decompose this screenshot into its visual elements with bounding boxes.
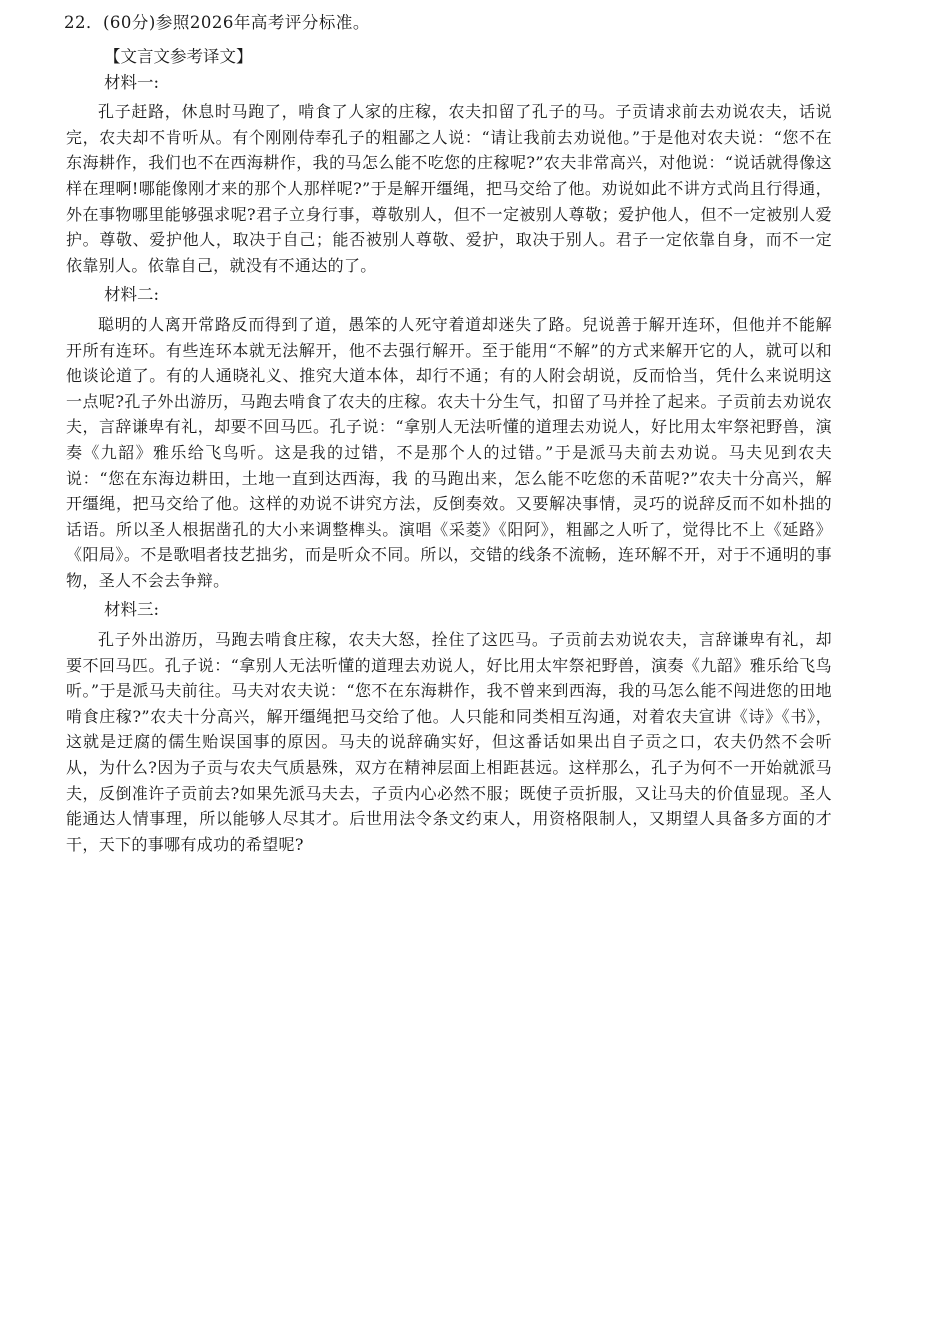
material-2-label: 材料二: — [104, 285, 160, 305]
material-1-label: 材料一: — [104, 72, 160, 92]
material-3-label: 材料三: — [104, 600, 160, 620]
material-3-text: 孔子外出游历，马跑去啃食庄稼，农夫大怒，拴住了这匹马。子贡前去劝说农夫，言辞谦卑有礼，却要不回马匹。孔子说：“拿别人无法听懂的道理去劝说人，好比用太牢祭祀野兽，演奏《九韶》雅乐给飞鸟听。”于是派马夫前往。马夫对农夫说：“您不在东海耕作，我不曾来到西海，我的马怎么能不闯进您的田地啃食庄稼?”农夫十分高兴，解开缰绳把马交给了他。人只能和同类相互沟通，对着农夫宣讲《诗》《书》，这就是迂腐的儒生贻误国事的原因。马夫的说辞确实好，但这番话如果出自子贡之口，农夫仍然不会听从，为什么?因为子贡与农夫气质悬殊，双方在精神层面上相距甚远。这样那么，孔子为何不一开始就派马夫，反倒准许子贡前去?如果先派马夫去，子贡内心必然不服；既使子贡折服，又让马夫的价值显现。圣人能通达人情事理，所以能够人尽其才。后世用法令条文约束人，用资格限制人，又期望人具备多方面的才干，天下的事哪有成功的希望呢? — [66, 630, 832, 854]
translation-section — [66, 44, 832, 861]
section-title: 【文言文参考译文】 — [104, 47, 253, 66]
question-header: 22．(60分)参照2026年高考评分标准。 — [64, 13, 370, 32]
material-1-text: 孔子赶路，休息时马跑了，啃食了人家的庄稼，农夫扣留了孔子的马。子贡请求前去劝说农夫，话说完，农夫却不肯听从。有个刚刚侍奉孔子的粗鄙之人说：“请让我前去劝说他。”于是他对农夫说：“您不在东海耕作，我们也不在西海耕作，我的马怎么能不吃您的庄稼呢?”农夫非常高兴，对他说：“说话就得像这样在理啊!哪能像刚才来的那个人那样呢?”于是解开缰绳，把马交给了他。劝说如此不讲方式尚且行得通，外在事物哪里能够强求呢?君子立身行事，尊敬别人，但不一定被别人尊敬；爱护他人，但不一定被别人爱护。尊敬、爱护他人，取决于自己；能否被别人尊敬、爱护，取决于别人。君子一定依靠自身，而不一定依靠别人。依靠自己，就没有不通达的了。 — [66, 102, 832, 275]
material-2-text: 聪明的人离开常路反而得到了道，愚笨的人死守着道却迷失了路。兒说善于解开连环，但他并不能解开所有连环。有些连环本就无法解开，他不去强行解开。至于能用“不解”的方式来解开它的人，就可以和他谈论道了。有的人通晓礼义、推究大道本体，却行不通；有的人附会胡说，反而恰当，凭什么来说明这一点呢?孔子外出游历，马跑去啃食了农夫的庄稼。农夫十分生气，扣留了马并拴了起来。子贡前去劝说农夫，言辞谦卑有礼，却要不回马匹。孔子说：“拿别人无法听懂的道理去劝说人，好比用太牢祭祀野兽，演奏《九韶》雅乐给飞鸟听。这是我的过错，不是那个人的过错。”于是派马夫前去劝说。马夫见到农夫说：“您在东海边耕田，土地一直到达西海，我 的马跑出来，怎么能不吃您的禾苗呢?”农夫十分高兴，解开缰绳，把马交给了他。这样的劝说不讲究方法，反倒奏效。又要解决事情，灵巧的说辞反而不如朴拙的话语。所以圣人根据凿孔的大小来调整榫头。演唱《采菱》《阳阿》，粗鄙之人听了，觉得比不上《延路》《阳局》。不是歌唱者技艺拙劣，而是听众不同。所以，交错的线条不流畅，连环解不开，对于不通明的事物，圣人不会去争辩。 — [66, 314, 832, 590]
